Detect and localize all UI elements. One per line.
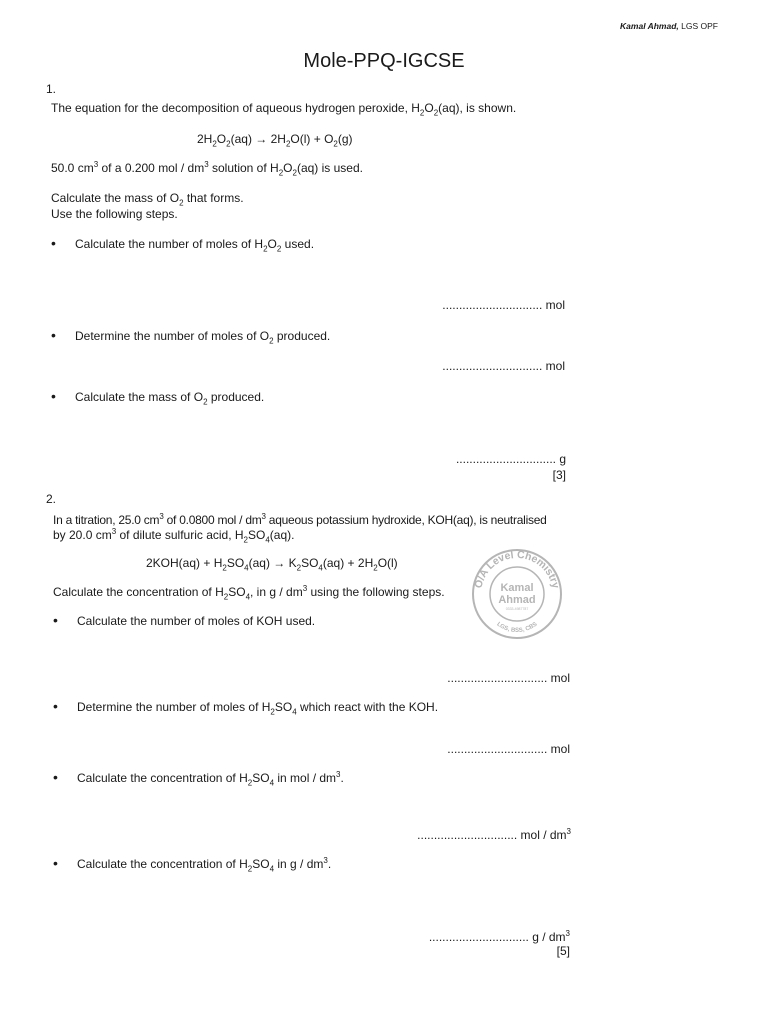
q2-step-2: • Determine the number of moles of $H_2SO_4$ which react with the KOH. [53,698,439,717]
q2-answer-line-3[interactable]: .............................. mol / $dm^3$ [417,827,571,842]
question-2-number: 2. [46,492,57,506]
stamp-name-line-1: Kamal [500,582,534,594]
author-name: Kamal Ahmad, [620,21,679,31]
q2-answer-line-1[interactable]: .............................. mol [447,671,570,685]
q2-answer-line-2[interactable]: .............................. mol [447,742,570,756]
q2-equation: $2KOH(aq) + H_2SO_4(aq) \to K_2SO_4(aq) + 2H_2O(l)$ [146,556,398,573]
q1-step-1: • Calculate the number of moles of $H_2O_2$ used. [51,235,315,254]
bullet-icon: • [51,388,56,404]
q1-marks: [3] [552,468,566,482]
bullet-icon: • [53,698,58,714]
q1-step-3: • Calculate the mass of $O_2$ produced. [51,388,265,407]
page-title: Mole-PPQ-IGCSE [303,50,465,72]
bullet-icon: • [51,235,56,251]
q1-equation: $2H_2O_2(aq) \to 2H_2O(l) + O_2(g)$ [197,132,353,149]
q2-answer-line-4[interactable]: .............................. g / $dm^3$ [428,929,570,944]
author-org: LGS OPF [678,21,718,31]
q2-intro-line-1: In a titration, 25.0 $cm^3$ of 0.0800 mol / $dm^3$ aqueous potassium hydroxide, KOH(aq), is neutralised [53,512,547,527]
q1-step-2: • Determine the number of moles of $O_2$ produced. [51,327,331,346]
q2-step-1: • Calculate the number of moles of KOH used. [53,612,316,628]
q1-answer-line-1[interactable]: .............................. mol [442,298,565,312]
bullet-icon: • [51,327,56,343]
bullet-icon: • [53,855,58,871]
stamp-name-line-2: Ahmad [498,594,536,606]
q1-answer-line-3[interactable]: .............................. g [455,452,566,466]
q1-intro: The equation for the decomposition of aqueous hydrogen peroxide, $H_2O_2(aq)$, is shown. [51,101,517,118]
q2-step-3: • Calculate the concentration of $H_2SO_4$ in mol / $dm^3$. [53,769,344,788]
q2-intro-line-2: by 20.0 $cm^3$ of dilute sulfuric acid, $H_2SO_4(aq)$. [53,527,295,545]
q1-answer-line-2[interactable]: .............................. mol [442,359,565,373]
q1-given: 50.0 $cm^3$ of a 0.200 mol / $dm^3$ solution of $H_2O_2(aq)$ is used. [51,160,363,178]
bullet-icon: • [53,612,58,628]
q1-task-line2: Use the following steps. [51,207,178,221]
q2-task: Calculate the concentration of $H_2SO_4$, in g / $dm^3$ using the following steps. [53,584,445,602]
stamp-ring-text: O/A Level Chemistry [472,548,562,590]
stamp-logo [471,548,563,640]
q2-marks: [5] [556,944,570,958]
question-1-number: 1. [46,82,57,96]
q1-task: Calculate the mass of $O_2$ that forms. [51,191,244,208]
stamp-phone: 0333-4987787 [505,607,529,611]
author-credit [620,21,718,31]
q2-step-4: • Calculate the concentration of $H_2SO_4$ in g / $dm^3$. [53,855,332,874]
stamp-bottom-text: LGS, BSS, CBS [495,621,539,635]
bullet-icon: • [53,769,58,785]
